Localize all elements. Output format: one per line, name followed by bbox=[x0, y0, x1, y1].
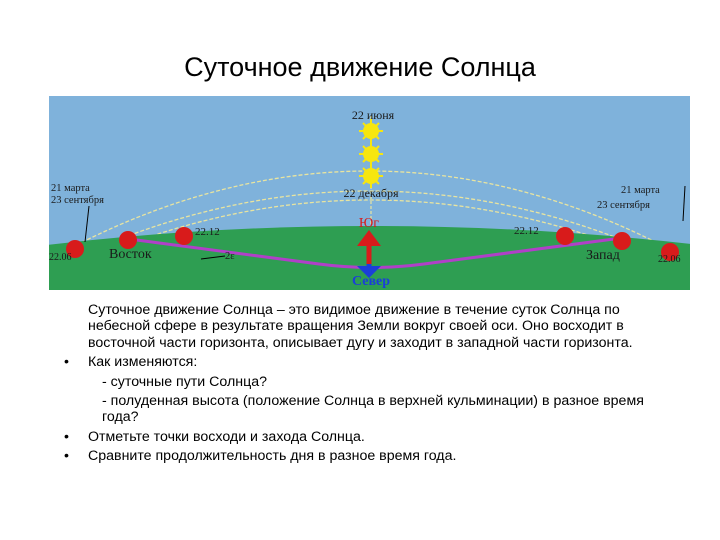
label-two-e: 2ε bbox=[225, 251, 235, 262]
label-east: Восток bbox=[109, 247, 152, 262]
bullet-icon: • bbox=[64, 428, 69, 445]
slide-body bbox=[64, 302, 669, 468]
label-far-right: 22.06 bbox=[658, 254, 681, 265]
question-heading: Как изменяются: bbox=[88, 354, 198, 371]
task-day-length: Сравните продолжительность дня в разное время года. bbox=[88, 448, 457, 465]
label-march-right: 21 марта bbox=[621, 185, 660, 196]
intro-paragraph: Суточное движение Солнца – это видимое движение в течение суток Солнца по небесной сфере в результате вращения Земли вокруг своей оси. Оно восходит в восточной части горизонта, описывает дугу и заходит в западной части горизонта. bbox=[88, 302, 633, 351]
label-far-left: 22.06 bbox=[49, 252, 72, 263]
label-december: 22 декабря bbox=[343, 186, 399, 200]
bullet-icon: • bbox=[64, 354, 69, 371]
label-sept-right: 23 сентября bbox=[597, 200, 650, 211]
label-date-right: 22.12 bbox=[514, 225, 539, 237]
label-west: Запад bbox=[586, 248, 620, 263]
task-rise-set: Отметьте точки восходи и захода Солнца. bbox=[88, 428, 365, 445]
list-item bbox=[64, 429, 669, 445]
question-item-paths: - суточные пути Солнца? bbox=[102, 373, 268, 390]
question-item-altitude: - полуденная высота (положение Солнца в верхней кульминации) в разное время года? bbox=[102, 393, 644, 426]
sun-motion-diagram bbox=[49, 96, 690, 290]
list-item bbox=[64, 448, 669, 464]
label-march-left: 21 марта bbox=[51, 183, 90, 194]
sun-left-near bbox=[175, 227, 193, 245]
label-south: Юг bbox=[358, 216, 380, 231]
slide-title: Суточное движение Солнца bbox=[184, 52, 536, 82]
label-sept-left: 23 сентября bbox=[51, 195, 104, 206]
label-north: Север bbox=[351, 274, 391, 289]
sun-right-near bbox=[556, 227, 574, 245]
label-june: 22 июня bbox=[351, 108, 395, 122]
list-item bbox=[64, 354, 669, 370]
bullet-icon: • bbox=[64, 448, 69, 465]
label-date-left: 22.12 bbox=[195, 226, 220, 238]
